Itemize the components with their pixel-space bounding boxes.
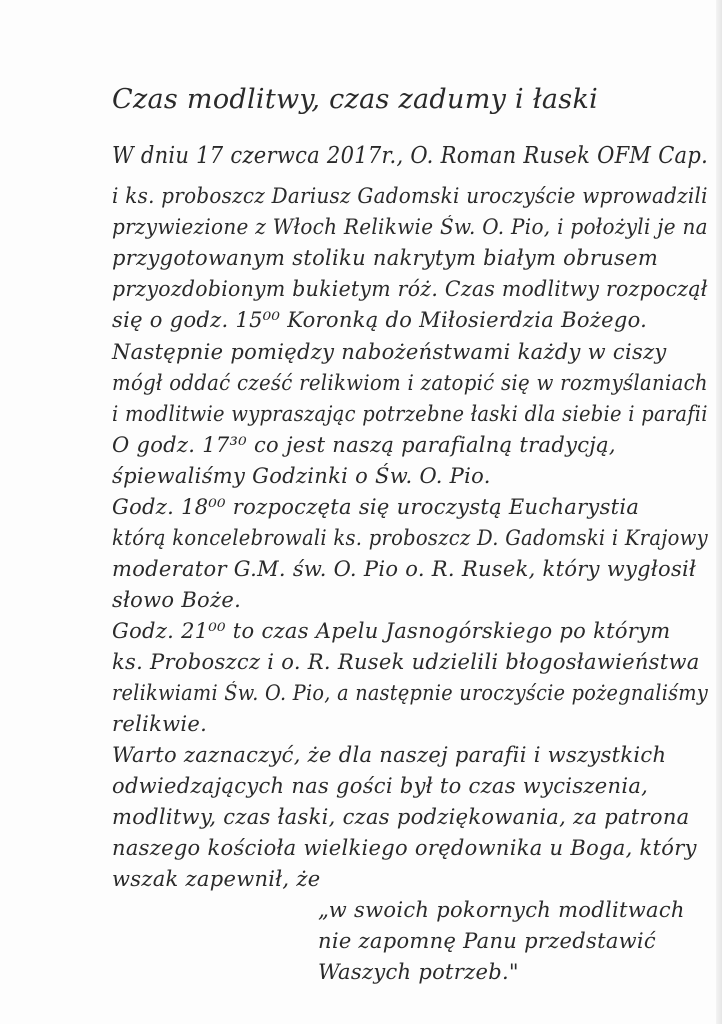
body-line: relikwiami Św. O. Pio, a następnie uroczyście pożegnaliśmy xyxy=(112,681,708,705)
body-line: Godz. 21⁰⁰ to czas Apelu Jasnogórskiego po którym xyxy=(112,619,671,643)
body-line: słowo Boże. xyxy=(112,588,242,612)
body-line: Warto zaznaczyć, że dla naszej parafii i wszystkich xyxy=(112,743,667,767)
body-line: i ks. proboszcz Dariusz Gadomski uroczyście wprowadzili xyxy=(112,184,708,208)
body-line: mógł oddać cześć relikwiom i zatopić się w rozmyślaniach xyxy=(112,371,708,395)
body-line: ks. Proboszcz i o. R. Rusek udzielili błogosławieństwa xyxy=(112,650,700,674)
body-line: którą koncelebrowali ks. proboszcz D. Gadomski i Krajowy xyxy=(112,526,708,550)
body-line: przywiezione z Włoch Relikwie Św. O. Pio, i położyli je na xyxy=(112,215,708,239)
scan-edge-shadow xyxy=(716,0,722,1024)
body-line: naszego kościoła wielkiego orędownika u Boga, który xyxy=(112,836,697,860)
body-line: Następnie pomiędzy nabożeństwami każdy w ciszy xyxy=(112,340,667,364)
body-line: wszak zapewnił, że xyxy=(112,867,321,891)
body-line: i modlitwie wypraszając potrzebne łaski dla siebie i parafii xyxy=(112,402,708,426)
body-line: przygotowanym stoliku nakrytym białym obrusem xyxy=(112,246,659,270)
body-line: relikwie. xyxy=(112,712,208,736)
body-line: O godz. 17³⁰ co jest naszą parafialną tradycją, xyxy=(112,433,616,457)
quote-line: Waszych potrzeb." xyxy=(318,960,519,984)
quote-line: „w swoich pokornych modlitwach xyxy=(318,898,685,922)
body-line: W dniu 17 czerwca 2017r., O. Roman Rusek OFM Cap. xyxy=(112,143,709,169)
body-line: Godz. 18⁰⁰ rozpoczęta się uroczystą Eucharystia xyxy=(112,495,640,519)
body-line: moderator G.M. św. O. Pio o. R. Rusek, który wygłosił xyxy=(112,557,697,581)
document-title: Czas modlitwy, czas zadumy i łaski xyxy=(112,84,599,115)
body-line: śpiewaliśmy Godzinki o Św. O. Pio. xyxy=(112,464,491,488)
body-line: odwiedzających nas gości był to czas wyciszenia, xyxy=(112,774,649,798)
body-line: się o godz. 15⁰⁰ Koronką do Miłosierdzia Bożego. xyxy=(112,308,648,332)
quote-line: nie zapomnę Panu przedstawić xyxy=(318,929,656,953)
body-line: modlitwy, czas łaski, czas podziękowania, za patrona xyxy=(112,805,690,829)
body-line: przyozdobionym bukietym róż. Czas modlitwy rozpoczął xyxy=(112,277,708,301)
